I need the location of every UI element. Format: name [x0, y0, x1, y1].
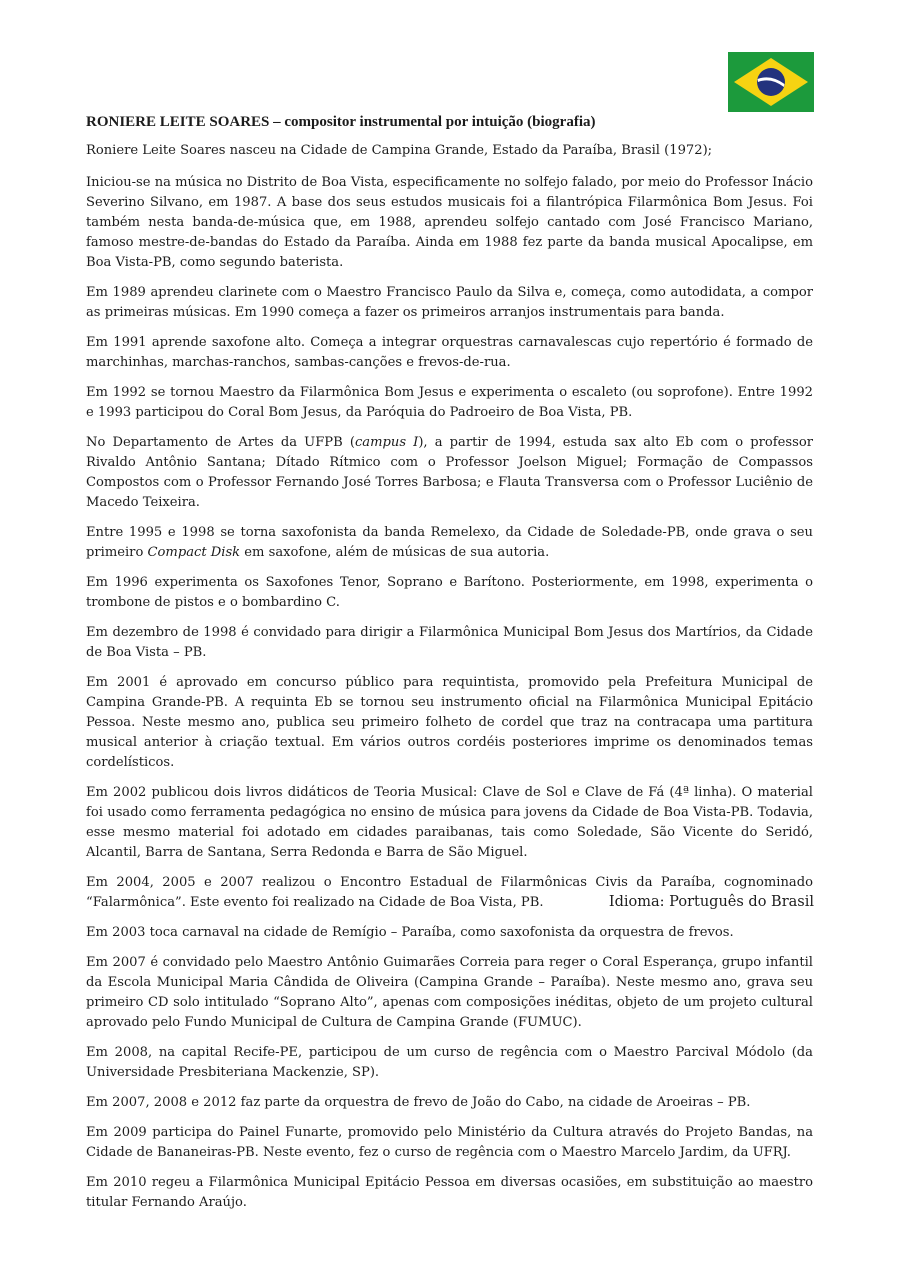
paragraph-text: Em 1989 aprendeu clarinete com o Maestro Francisco Paulo da Silva e, começa, como autodidata, a compor as primeiras músicas. Em 1990 começa a fazer os primeiros arranjos instrumentais para banda.	[86, 285, 813, 320]
paragraph-text: Em 2010 regeu a Filarmônica Municipal Epitácio Pessoa em diversas ocasiões, em substituição ao maestro titular Fernando Araújo.	[86, 1175, 813, 1210]
biography-paragraph	[86, 173, 813, 273]
paragraph-text: Em dezembro de 1998 é convidado para dirigir a Filarmônica Municipal Bom Jesus dos Martírios, da Cidade de Boa Vista – PB.	[86, 625, 813, 660]
paragraph-text: Em 2007, 2008 e 2012 faz parte da orquestra de frevo de João do Cabo, na cidade de Aroeiras – PB.	[86, 1095, 751, 1110]
paragraph-text: Entre 1995 e 1998 se torna saxofonista da banda Remelexo, da Cidade de Soledade-PB, onde grava o seu primeiro	[86, 525, 813, 560]
paragraph-text: Em 2008, na capital Recife-PE, participou de um curso de regência com o Maestro Parcival Módolo (da Universidade Presbiteriana Mackenzie, SP).	[86, 1045, 813, 1080]
biography-paragraph	[86, 923, 813, 943]
document-title: RONIERE LEITE SOARES – compositor instrumental por intuição (biografia)	[86, 114, 596, 130]
biography-paragraph	[86, 1123, 813, 1163]
biography-paragraph	[86, 283, 813, 323]
paragraph-text: Em 1992 se tornou Maestro da Filarmônica Bom Jesus e experimenta o escaleto (ou soprofone). Entre 1992 e 1993 participou do Coral Bom Jesus, da Paróquia do Padroeiro de Boa Vista, PB.	[86, 385, 813, 420]
paragraph-text: Em 2007 é convidado pelo Maestro Antônio Guimarães Correia para reger o Coral Esperança, grupo infantil da Escola Municipal Maria Cândida de Oliveira (Campina Grande – Paraíba). Neste mesmo ano, grava seu primeiro CD solo intitulado “Soprano Alto”, apenas com composições inéditas, objeto de um projeto cultural aprovado pelo Fundo Municipal de Cultura de Campina Grande (FUMUC).	[86, 955, 813, 1030]
biography-paragraph	[86, 953, 813, 1033]
biography-paragraph	[86, 783, 813, 863]
document-body	[86, 112, 813, 1223]
italic-text: campus I	[354, 435, 419, 450]
italic-text: Compact Disk	[147, 545, 241, 560]
biography-paragraph	[86, 1043, 813, 1083]
paragraph-text: No Departamento de Artes da UFPB (	[86, 435, 355, 450]
paragraph-text: ), a partir de 1994, estuda sax alto Eb com o professor Rivaldo Antônio Santana; Dítado Rítmico com o Professor Joelson Miguel; Formação de Compassos Compostos com o Professor Fernando José Torres Barbosa; e Flauta Transversa com o Professor Luciênio de Macedo Teixeira.	[86, 435, 813, 510]
paragraph-text: Em 2003 toca carnaval na cidade de Remígio – Paraíba, como saxofonista da orquestra de frevos.	[86, 925, 734, 940]
language-footer: Idioma: Português do Brasil	[608, 894, 814, 910]
biography-paragraph	[86, 573, 813, 613]
paragraph-text: Iniciou-se na música no Distrito de Boa Vista, especificamente no solfejo falado, por meio do Professor Inácio Severino Silvano, em 1987. A base dos seus estudos musicais foi a filantrópica Filarmônica Bom Jesus. Foi também nesta banda-de-música que, em 1988, aprendeu solfejo cantado com José Francisco Mariano, famoso mestre-de-bandas do Estado da Paraíba. Ainda em 1988 fez parte da banda musical Apocalipse, em Boa Vista-PB, como segundo baterista.	[86, 175, 813, 270]
biography-paragraph	[86, 623, 813, 663]
biography-paragraph	[86, 673, 813, 773]
biography-paragraphs	[86, 173, 813, 1213]
paragraph-text: Em 2002 publicou dois livros didáticos de Teoria Musical: Clave de Sol e Clave de Fá (4ª linha). O material foi usado como ferramenta pedagógica no ensino de música para jovens da Cidade de Boa Vista-PB. Todavia, esse mesmo material foi adotado em cidades paraibanas, tais como Soledade, São Vicente do Seridó, Alcantil, Barra de Santana, Serra Redonda e Barra de São Miguel.	[86, 785, 813, 860]
biography-paragraph	[86, 433, 813, 513]
paragraph-text: Em 2001 é aprovado em concurso público para requintista, promovido pela Prefeitura Municipal de Campina Grande-PB. A requinta Eb se tornou seu instrumento oficial na Filarmônica Municipal Epitácio Pessoa. Neste mesmo ano, publica seu primeiro folheto de cordel que traz na contracapa uma partitura musical anterior à criação textual. Em vários outros cordéis posteriores imprime os denominados temas cordelísticos.	[86, 675, 813, 770]
brazil-flag-icon	[728, 52, 814, 112]
paragraph-text: Em 1996 experimenta os Saxofones Tenor, Soprano e Barítono. Posteriormente, em 1998, experimenta o trombone de pistos e o bombardino C.	[86, 575, 813, 610]
biography-paragraph	[86, 1173, 813, 1213]
biography-paragraph	[86, 333, 813, 373]
biography-paragraph	[86, 383, 813, 423]
paragraph-text: Em 1991 aprende saxofone alto. Começa a integrar orquestras carnavalescas cujo repertório é formado de marchinhas, marchas-ranchos, sambas-canções e frevos-de-rua.	[86, 335, 813, 370]
paragraph-text: Em 2004, 2005 e 2007 realizou o Encontro Estadual de Filarmônicas Civis da Paraíba, cognominado “Falarmônica”. Este evento foi realizado na Cidade de Boa Vista, PB.	[86, 875, 813, 910]
paragraph-text: em saxofone, além de músicas de sua autoria.	[240, 545, 550, 560]
biography-paragraph	[86, 1093, 813, 1113]
paragraph-text: Em 2009 participa do Painel Funarte, promovido pelo Ministério da Cultura através do Projeto Bandas, na Cidade de Bananeiras-PB. Neste evento, fez o curso de regência com o Maestro Marcelo Jardim, da UFRJ.	[86, 1125, 813, 1160]
biography-paragraph	[86, 523, 813, 563]
intro-paragraph: Roniere Leite Soares nasceu na Cidade de Campina Grande, Estado da Paraíba, Brasil (1972);	[86, 143, 713, 158]
